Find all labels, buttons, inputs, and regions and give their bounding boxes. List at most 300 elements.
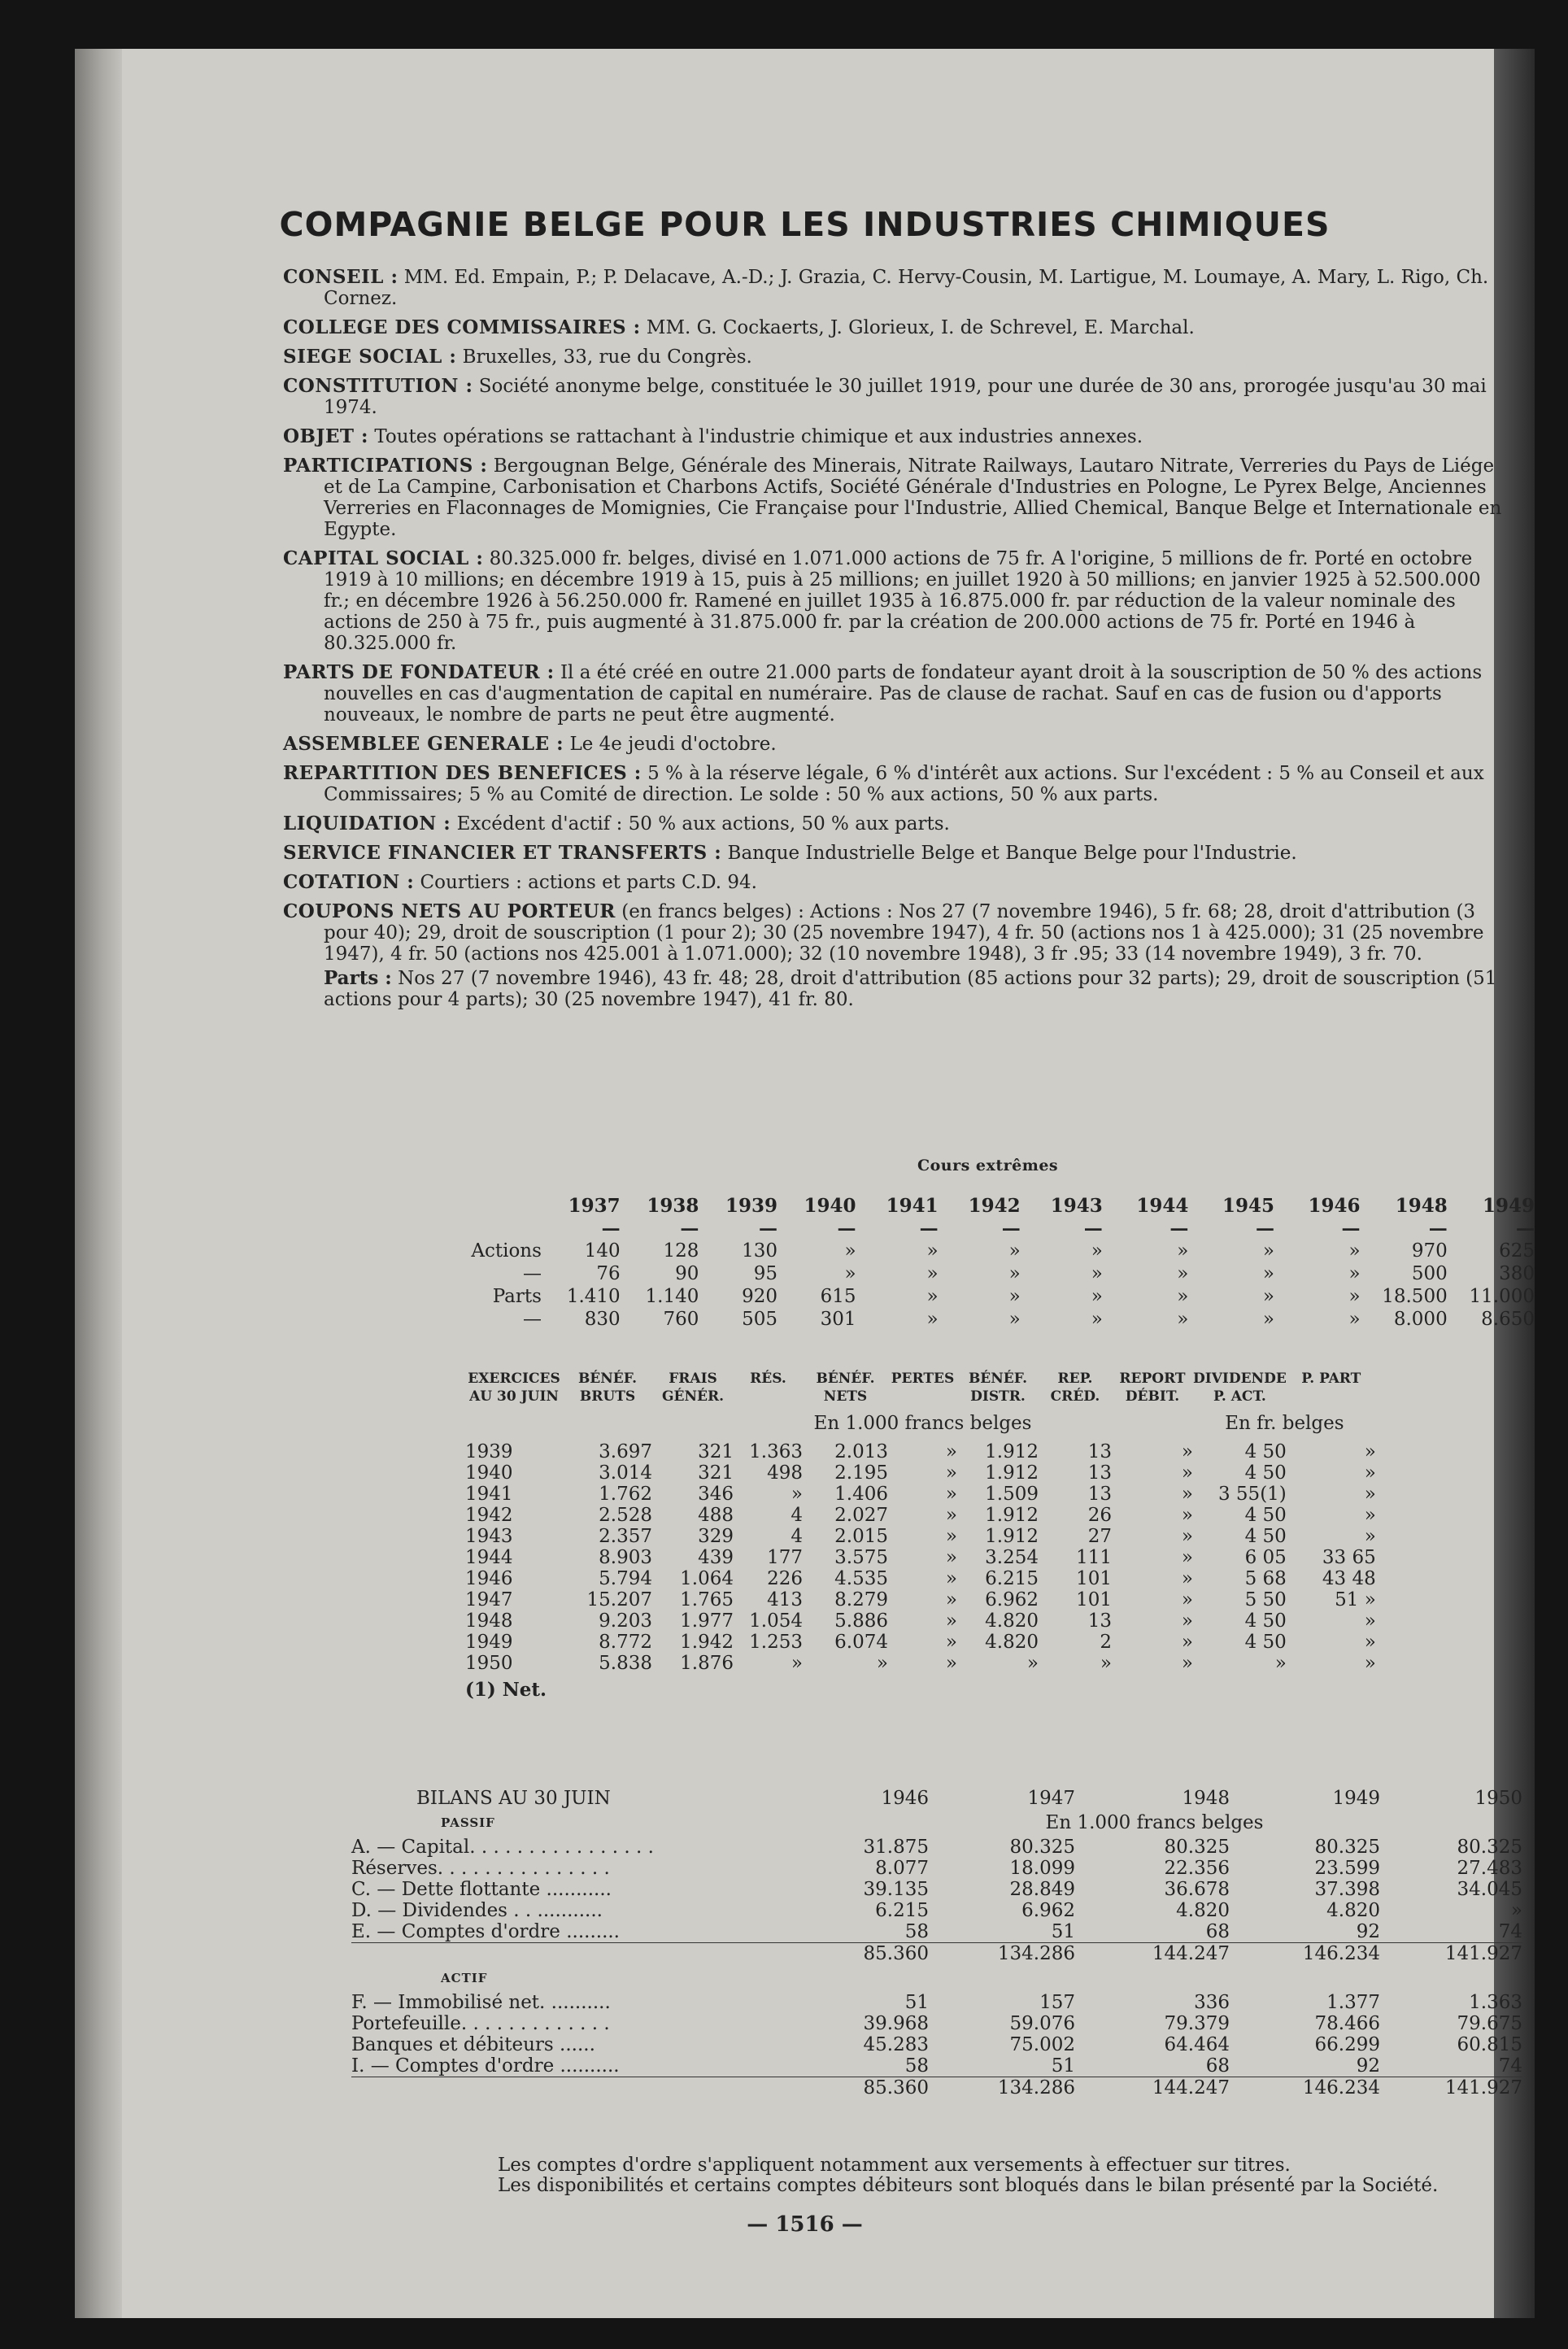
cours-year: 1945 bbox=[1222, 1194, 1274, 1217]
info-label: ASSEMBLEE GENERALE : bbox=[283, 733, 564, 755]
info-text: Toutes opérations se rattachant à l'industrie chimique et aux industries annexes. bbox=[374, 426, 1143, 447]
bilans-year: 1946 bbox=[881, 1788, 929, 1809]
cours-cell: » bbox=[1177, 1309, 1189, 1330]
bilans-year: 1950 bbox=[1474, 1788, 1522, 1809]
exercices-cell: 1.509 bbox=[985, 1484, 1039, 1505]
exercices-cell: 5.886 bbox=[834, 1610, 888, 1632]
actif-label: ACTIF bbox=[441, 1971, 488, 1985]
bilans-total-cell: 144.247 bbox=[1075, 1943, 1230, 1965]
exercices-cell: 3.575 bbox=[834, 1547, 888, 1568]
info-paragraph bbox=[283, 662, 1503, 726]
exercices-cell: 4 50 bbox=[1244, 1526, 1287, 1547]
bilans-cell: 31.875 bbox=[863, 1837, 929, 1858]
exercices-cell: » bbox=[1364, 1484, 1376, 1505]
bilans-year: 1949 bbox=[1332, 1788, 1380, 1809]
cours-cell: » bbox=[1091, 1240, 1103, 1262]
exercices-cell: 1947 bbox=[465, 1589, 513, 1610]
cours-year-rule: — bbox=[1255, 1217, 1274, 1240]
cours-cell: 95 bbox=[753, 1263, 777, 1284]
exercices-row bbox=[465, 1462, 1376, 1484]
cours-row bbox=[425, 1308, 1535, 1331]
exercices-cell: 1.912 bbox=[985, 1505, 1039, 1526]
exercices-cell: 9.203 bbox=[599, 1610, 652, 1632]
bilans-cell: 66.299 bbox=[1314, 2034, 1380, 2055]
bilans-row bbox=[351, 2055, 1522, 2077]
exercices-spacer bbox=[1112, 1405, 1193, 1441]
bilans-title: BILANS AU 30 JUIN bbox=[416, 1788, 611, 1809]
exercices-cell: » bbox=[945, 1526, 957, 1547]
exercices-cell: » bbox=[945, 1632, 957, 1653]
bilans-cell: 80.325 bbox=[1009, 1837, 1075, 1858]
cours-year-rule: — bbox=[1341, 1217, 1361, 1240]
cours-corner bbox=[425, 1194, 542, 1217]
info-text: Bruxelles, 33, rue du Congrès. bbox=[462, 346, 752, 368]
cours-cell: 8.650 bbox=[1481, 1309, 1535, 1330]
exercices-cell: 2.013 bbox=[834, 1441, 888, 1462]
exercices-cell: 13 bbox=[1087, 1610, 1112, 1632]
exercices-row bbox=[465, 1610, 1376, 1632]
exercices-cell: 1.977 bbox=[680, 1610, 734, 1632]
cours-cell: 500 bbox=[1411, 1263, 1448, 1284]
exercices-cell: 4.535 bbox=[834, 1568, 888, 1589]
cours-cell: 140 bbox=[584, 1240, 621, 1262]
bilans-row bbox=[351, 2013, 1522, 2034]
info-paragraph bbox=[283, 813, 1503, 835]
exercices-cell: » bbox=[876, 1653, 888, 1674]
exercices-cell: 8.279 bbox=[834, 1589, 888, 1610]
exercices-cell: » bbox=[945, 1568, 957, 1589]
cours-year: 1942 bbox=[968, 1194, 1021, 1217]
exercices-cell: » bbox=[945, 1589, 957, 1610]
exercices-cell: 4 bbox=[791, 1505, 803, 1526]
cours-cell: » bbox=[1177, 1240, 1189, 1262]
info-text: Le 4e jeudi d'octobre. bbox=[569, 734, 777, 755]
exercices-cell: » bbox=[945, 1547, 957, 1568]
bilans-row-label: Portefeuille. . . . . . . . . . . . . bbox=[351, 2013, 610, 2034]
cours-cell: » bbox=[1008, 1309, 1021, 1330]
cours-cell: 505 bbox=[742, 1309, 777, 1330]
bilans-total-label bbox=[351, 2077, 774, 2099]
page-number: — 1516 — bbox=[747, 2212, 863, 2237]
exercices-cell: 498 bbox=[767, 1462, 803, 1484]
exercices-cell: 3.254 bbox=[985, 1547, 1039, 1568]
info-paragraph bbox=[283, 376, 1503, 418]
bilans-cell: 64.464 bbox=[1164, 2034, 1230, 2055]
exercices-header: BÉNÉF. NETS bbox=[816, 1371, 875, 1405]
info-label: COUPONS NETS AU PORTEUR bbox=[283, 900, 616, 922]
exercices-cell: 177 bbox=[767, 1547, 803, 1568]
exercices-cell: » bbox=[1100, 1653, 1112, 1674]
bilans-cell: 22.356 bbox=[1164, 1858, 1230, 1879]
bilans-cell: 51 bbox=[1051, 1921, 1075, 1942]
bilans-spacer bbox=[774, 1809, 929, 1837]
parts-coupons bbox=[283, 968, 1503, 1010]
cours-cell: 970 bbox=[1411, 1240, 1448, 1262]
info-label: REPARTITION DES BENEFICES : bbox=[283, 762, 642, 784]
bilans-row-label: E. — Comptes d'ordre ......... bbox=[351, 1921, 620, 1942]
cours-cell: 18.500 bbox=[1382, 1286, 1448, 1307]
exercices-cell: 1.054 bbox=[749, 1610, 803, 1632]
exercices-cell: » bbox=[945, 1505, 957, 1526]
exercices-cell: 226 bbox=[767, 1568, 803, 1589]
bilans-year: 1948 bbox=[1182, 1788, 1230, 1809]
exercices-header: PERTES bbox=[891, 1371, 955, 1387]
bilans-row-label: Réserves. . . . . . . . . . . . . . . bbox=[351, 1858, 610, 1879]
bilans-total-cell: 146.234 bbox=[1230, 2077, 1380, 2099]
exercices-cell: 15.207 bbox=[586, 1589, 652, 1610]
exercices-cell: 1.942 bbox=[680, 1632, 734, 1653]
company-info bbox=[283, 267, 1503, 1018]
exercices-cell: » bbox=[1026, 1653, 1039, 1674]
info-label: SERVICE FINANCIER ET TRANSFERTS : bbox=[283, 842, 722, 864]
info-text: MM. G. Cockaerts, J. Glorieux, I. de Schrevel, E. Marchal. bbox=[646, 317, 1195, 338]
bilans-cell: 6.962 bbox=[1021, 1900, 1075, 1921]
exercices-cell: » bbox=[1181, 1441, 1193, 1462]
info-paragraph bbox=[283, 267, 1503, 309]
exercices-cell: 8.903 bbox=[599, 1547, 652, 1568]
exercices-cell: 6 05 bbox=[1244, 1547, 1287, 1568]
info-text: Il a été créé en outre 21.000 parts de fondateur ayant droit à la souscription de 50 % des actions nouvelles en cas d'augmentation de capital en numéraire. Pas de clause de rachat. Sauf en cas de fusion ou d'apports nouveaux, le nombre de parts ne peut être augmenté. bbox=[324, 662, 1483, 726]
cours-cell: 625 bbox=[1499, 1240, 1535, 1262]
info-label: LIQUIDATION : bbox=[283, 813, 451, 835]
cours-cell: » bbox=[1262, 1286, 1274, 1307]
exercices-row bbox=[465, 1653, 1376, 1674]
exercices-cell: » bbox=[1364, 1526, 1376, 1547]
cours-row bbox=[425, 1240, 1535, 1262]
info-paragraph bbox=[283, 843, 1503, 864]
exercices-cell: 4 50 bbox=[1244, 1632, 1287, 1653]
exercices-cell: 488 bbox=[698, 1505, 734, 1526]
bilans-cell: 58 bbox=[904, 2055, 929, 2077]
exercices-cell: » bbox=[1364, 1505, 1376, 1526]
exercices-cell: 1944 bbox=[465, 1547, 513, 1568]
cours-cell: » bbox=[1091, 1286, 1103, 1307]
exercices-cell: » bbox=[1364, 1610, 1376, 1632]
exercices-cell: 101 bbox=[1076, 1589, 1112, 1610]
info-paragraph bbox=[283, 548, 1503, 654]
bilans-cell: 37.398 bbox=[1314, 1879, 1380, 1900]
exercices-cell: 2 bbox=[1100, 1632, 1112, 1653]
cours-title: Cours extrêmes bbox=[917, 1157, 1059, 1174]
bilans-cell: 92 bbox=[1356, 1921, 1380, 1942]
bilans-unit: En 1.000 francs belges bbox=[1045, 1812, 1264, 1833]
cours-year: 1941 bbox=[886, 1194, 939, 1217]
exercices-cell: » bbox=[1181, 1484, 1193, 1505]
exercices-cell: 1942 bbox=[465, 1505, 513, 1526]
exercices-cell: 5.794 bbox=[599, 1568, 652, 1589]
exercices-cell: » bbox=[1181, 1632, 1193, 1653]
exercices-cell: 1943 bbox=[465, 1526, 513, 1547]
info-label: COLLEGE DES COMMISSAIRES : bbox=[283, 316, 641, 338]
info-text: Bergougnan Belge, Générale des Minerais, Nitrate Railways, Lautaro Nitrate, Verreries du Pays de Liége et de La Campine, Carbonisation et Charbons Actifs, Société Générale d'Industries en Pologne, Le Pyrex Belge, Anciennes Verreries en Flaconnages de Momignies, Cie Française pour l'Industrie, Allied Chemical, Banque Belge et Internationale en Egypte. bbox=[324, 455, 1502, 540]
exercices-cell: » bbox=[1364, 1632, 1376, 1653]
cours-cell: 830 bbox=[584, 1309, 621, 1330]
cours-cell: » bbox=[1348, 1263, 1361, 1284]
bilans-cell: 68 bbox=[1205, 1921, 1230, 1942]
exercices-cell: 2.015 bbox=[834, 1526, 888, 1547]
bilans-cell: 8.077 bbox=[875, 1858, 929, 1879]
cours-cell: 128 bbox=[663, 1240, 699, 1262]
book-spine bbox=[75, 49, 122, 2318]
exercices-row bbox=[465, 1441, 1376, 1462]
cours-cell: 920 bbox=[742, 1286, 777, 1307]
info-paragraph bbox=[283, 763, 1503, 805]
info-text: 5 % à la réserve légale, 6 % d'intérêt aux actions. Sur l'excédent : 5 % au Conseil et aux Commissaires; 5 % au Comité de direction. Le solde : 50 % aux actions, 50 % aux parts. bbox=[324, 763, 1484, 805]
exercices-note: (1) Net. bbox=[465, 1679, 547, 1701]
info-paragraph bbox=[283, 346, 1503, 368]
bilans-row-label: F. — Immobilisé net. .......... bbox=[351, 1992, 611, 2013]
cours-year-rule: — bbox=[1169, 1217, 1189, 1240]
exercices-cell: 413 bbox=[767, 1589, 803, 1610]
cours-year-rule: — bbox=[758, 1217, 777, 1240]
info-label: COTATION : bbox=[283, 871, 415, 893]
exercices-cell: » bbox=[1181, 1653, 1193, 1674]
info-paragraph bbox=[283, 455, 1503, 540]
bilans-cell: 39.968 bbox=[863, 2013, 929, 2034]
cours-row bbox=[425, 1262, 1535, 1285]
exercices-cell: 1.253 bbox=[749, 1632, 803, 1653]
exercices-cell: » bbox=[1181, 1589, 1193, 1610]
cours-cell: 615 bbox=[820, 1286, 856, 1307]
cours-row-label: Actions bbox=[471, 1240, 542, 1262]
bilans-grid bbox=[351, 1788, 1522, 2098]
bilans-cell: 28.849 bbox=[1009, 1879, 1075, 1900]
bilans-row bbox=[351, 1992, 1522, 2013]
exercices-grid bbox=[465, 1370, 1376, 1674]
bilans-cell: 68 bbox=[1205, 2055, 1230, 2077]
bilans-cell: 51 bbox=[904, 1992, 929, 2013]
cours-grid bbox=[425, 1194, 1535, 1331]
exercices-cell: » bbox=[1181, 1505, 1193, 1526]
exercices-cell: 33 65 bbox=[1322, 1547, 1376, 1568]
exercices-cell: » bbox=[1364, 1462, 1376, 1484]
exercices-cell: 1941 bbox=[465, 1484, 513, 1505]
exercices-cell: 321 bbox=[698, 1462, 734, 1484]
exercices-cell: 2.528 bbox=[599, 1505, 652, 1526]
bilans-year: 1947 bbox=[1027, 1788, 1075, 1809]
bilans-row bbox=[351, 1837, 1522, 1858]
parts-text: Nos 27 (7 novembre 1946), 43 fr. 48; 28, droit d'attribution (85 actions pour 32 parts); 29, droit de souscription (51 actions pour 4 parts); 30 (25 novembre 1947), 41 fr. 80. bbox=[324, 968, 1497, 1010]
info-paragraph bbox=[283, 734, 1503, 755]
exercices-cell: » bbox=[791, 1653, 803, 1674]
cours-year-rule: — bbox=[1516, 1217, 1535, 1240]
exercices-cell: » bbox=[945, 1653, 957, 1674]
bilans-cell: 92 bbox=[1356, 2055, 1380, 2077]
bilans-total-cell: 85.360 bbox=[774, 2077, 929, 2099]
exercices-cell: 1939 bbox=[465, 1441, 513, 1462]
bilans-total bbox=[351, 1943, 1522, 1965]
info-label: PARTS DE FONDATEUR : bbox=[283, 661, 555, 683]
bilans-cell: 80.325 bbox=[1164, 1837, 1230, 1858]
cours-row bbox=[425, 1285, 1535, 1308]
cours-year: 1939 bbox=[725, 1194, 777, 1217]
info-label: OBJET : bbox=[283, 425, 369, 447]
cours-year-rule: — bbox=[680, 1217, 699, 1240]
bilans-cell: 79.675 bbox=[1457, 2013, 1522, 2034]
bilans-cell: 18.099 bbox=[1009, 1858, 1075, 1879]
bilans-cell: 34.045 bbox=[1457, 1879, 1522, 1900]
exercices-cell: 5 68 bbox=[1244, 1568, 1287, 1589]
exercices-cell: 111 bbox=[1076, 1547, 1112, 1568]
cours-cell: » bbox=[1262, 1309, 1274, 1330]
exercices-cell: 43 48 bbox=[1322, 1568, 1376, 1589]
bilans-total bbox=[351, 2077, 1522, 2099]
bilans-table bbox=[351, 1788, 1522, 2098]
exercices-cell: 26 bbox=[1087, 1505, 1112, 1526]
bilans-cell: 59.076 bbox=[1009, 2013, 1075, 2034]
info-label: CONSTITUTION : bbox=[283, 375, 473, 397]
exercices-cell: 51 » bbox=[1335, 1589, 1376, 1610]
bilans-total-cell: 85.360 bbox=[774, 1943, 929, 1965]
cours-cell: » bbox=[1008, 1263, 1021, 1284]
info-text: Courtiers : actions et parts C.D. 94. bbox=[420, 872, 757, 893]
exercices-cell: 6.962 bbox=[985, 1589, 1039, 1610]
exercices-cell: » bbox=[791, 1484, 803, 1505]
exercices-cell: 1940 bbox=[465, 1462, 513, 1484]
exercices-cell: 27 bbox=[1087, 1526, 1112, 1547]
bilans-cell: 80.325 bbox=[1314, 1837, 1380, 1858]
info-label: PARTICIPATIONS : bbox=[283, 455, 488, 477]
exercices-cell: 1.912 bbox=[985, 1441, 1039, 1462]
page-title: COMPAGNIE BELGE POUR LES INDUSTRIES CHIMIQUES bbox=[279, 205, 1331, 244]
cours-cell: 1.410 bbox=[566, 1286, 621, 1307]
info-paragraph bbox=[283, 317, 1503, 338]
bilans-cell: 74 bbox=[1498, 2055, 1522, 2077]
cours-cell: » bbox=[926, 1240, 939, 1262]
bilans-row-label: I. — Comptes d'ordre .......... bbox=[351, 2055, 620, 2077]
bilans-cell: 51 bbox=[1051, 2055, 1075, 2077]
exercices-cell: 4.820 bbox=[985, 1632, 1039, 1653]
unit-fr: En fr. belges bbox=[1225, 1413, 1344, 1434]
info-text: MM. Ed. Empain, P.; P. Delacave, A.-D.; J. Grazia, C. Hervy-Cousin, M. Lartigue, M. Loumaye, A. Mary, L. Rigo, Ch. Cornez. bbox=[324, 267, 1489, 309]
cours-cell: » bbox=[1177, 1286, 1189, 1307]
bilans-cell: 75.002 bbox=[1009, 2034, 1075, 2055]
cours-year-rule: — bbox=[1428, 1217, 1448, 1240]
cours-year-rule: — bbox=[1083, 1217, 1103, 1240]
exercices-cell: 4 50 bbox=[1244, 1610, 1287, 1632]
bilans-cell: 336 bbox=[1194, 1992, 1230, 2013]
exercices-cell: 1.912 bbox=[985, 1462, 1039, 1484]
cours-cell: » bbox=[926, 1263, 939, 1284]
exercices-header: P. PART bbox=[1301, 1371, 1361, 1387]
bilans-cell: 1.377 bbox=[1326, 1992, 1380, 2013]
exercices-cell: » bbox=[1181, 1462, 1193, 1484]
cours-cell: 8.000 bbox=[1393, 1309, 1448, 1330]
exercices-cell: 321 bbox=[698, 1441, 734, 1462]
bilans-total-cell: 134.286 bbox=[929, 1943, 1075, 1965]
cours-cell: » bbox=[1348, 1240, 1361, 1262]
bilans-cell: 1.363 bbox=[1469, 1992, 1522, 2013]
exercices-header: REPORT DÉBIT. bbox=[1119, 1371, 1186, 1405]
exercices-cell: » bbox=[1181, 1610, 1193, 1632]
exercices-cell: 1948 bbox=[465, 1610, 513, 1632]
cours-row-label: — bbox=[522, 1263, 542, 1284]
info-text: Excédent d'actif : 50 % aux actions, 50 % aux parts. bbox=[456, 813, 950, 835]
cours-year: 1943 bbox=[1050, 1194, 1103, 1217]
exercices-cell: 1.406 bbox=[834, 1484, 888, 1505]
exercices-cell: 6.215 bbox=[985, 1568, 1039, 1589]
cours-year: 1949 bbox=[1482, 1194, 1535, 1217]
exercices-cell: 2.357 bbox=[599, 1526, 652, 1547]
book-page bbox=[75, 49, 1535, 2318]
exercices-header: BÉNÉF. DISTR. bbox=[968, 1371, 1028, 1405]
exercices-cell: 4 50 bbox=[1244, 1462, 1287, 1484]
exercices-cell: » bbox=[1181, 1568, 1193, 1589]
info-text: Société anonyme belge, constituée le 30 juillet 1919, pour une durée de 30 ans, prorogée jusqu'au 30 mai 1974. bbox=[324, 376, 1487, 418]
exercices-cell: » bbox=[945, 1484, 957, 1505]
cours-cell: 90 bbox=[675, 1263, 699, 1284]
cours-year-rule: — bbox=[1001, 1217, 1021, 1240]
exercices-cell: » bbox=[945, 1441, 957, 1462]
exercices-row bbox=[465, 1505, 1376, 1526]
exercices-cell: » bbox=[1181, 1547, 1193, 1568]
exercices-cell: 2.027 bbox=[834, 1505, 888, 1526]
exercices-cell: » bbox=[945, 1610, 957, 1632]
exercices-cell: 13 bbox=[1087, 1484, 1112, 1505]
bilans-cell: 79.379 bbox=[1164, 2013, 1230, 2034]
exercices-cell: 8.772 bbox=[599, 1632, 652, 1653]
exercices-cell: 1.064 bbox=[680, 1568, 734, 1589]
cours-cell: » bbox=[926, 1286, 939, 1307]
cours-cell: 380 bbox=[1499, 1263, 1535, 1284]
exercices-cell: 5 50 bbox=[1244, 1589, 1287, 1610]
bilans-row-label: A. — Capital. . . . . . . . . . . . . . . . bbox=[351, 1837, 654, 1858]
exercices-row bbox=[465, 1526, 1376, 1547]
info-text: Banque Industrielle Belge et Banque Belge pour l'Industrie. bbox=[727, 843, 1297, 864]
cours-cell: 301 bbox=[820, 1309, 856, 1330]
bilans-row bbox=[351, 1921, 1522, 1943]
bilans-cell: 74 bbox=[1498, 1921, 1522, 1942]
bilans-row-label: Banques et débiteurs ...... bbox=[351, 2034, 595, 2055]
exercices-cell: 101 bbox=[1076, 1568, 1112, 1589]
cours-cell: 760 bbox=[663, 1309, 699, 1330]
cours-cell: » bbox=[844, 1240, 856, 1262]
bilans-total-cell: 141.927 bbox=[1380, 1943, 1522, 1965]
cours-cell: 11.000 bbox=[1469, 1286, 1535, 1307]
bilans-row bbox=[351, 1900, 1522, 1921]
info-text: (en francs belges) : Actions : Nos 27 (7 novembre 1946), 5 fr. 68; 28, droit d'attribution (3 pour 40); 29, droit de souscription (1 pour 2); 30 (25 novembre 1947), 4 fr. 50 (actions nos 1 à 425.000); 31 (25 novembre 1947), 4 fr. 50 (actions nos 425.001 à 1.071.000); 32 (10 novembre 1948), 3 fr .95; 33 (14 novembre 1949), 3 fr. 70. bbox=[324, 901, 1484, 965]
info-paragraph bbox=[283, 872, 1503, 893]
cours-year: 1948 bbox=[1395, 1194, 1448, 1217]
exercices-cell: 6.074 bbox=[834, 1632, 888, 1653]
exercices-cell: 1.363 bbox=[749, 1441, 803, 1462]
exercices-cell: 13 bbox=[1087, 1441, 1112, 1462]
cours-year-rule: — bbox=[919, 1217, 939, 1240]
info-text: 80.325.000 fr. belges, divisé en 1.071.000 actions de 75 fr. A l'origine, 5 millions de fr. Porté en octobre 1919 à 10 millions; en décembre 1919 à 15, puis à 25 millions; en juillet 1920 à 50 millions; en janvier 1925 à 52.500.000 fr.; en décembre 1926 à 56.250.000 fr. Ramené en juillet 1935 à 16.875.000 fr. par réduction de la valeur nominale des actions de 250 à 75 fr., puis augmenté à 31.875.000 fr. par la création de 200.000 actions de 75 fr. Porté en 1946 à 80.325.000 fr. bbox=[324, 548, 1481, 654]
bilans-cell: » bbox=[1510, 1900, 1522, 1921]
exercices-cell: » bbox=[945, 1462, 957, 1484]
exercices-cell: 1.765 bbox=[680, 1589, 734, 1610]
info-label: CONSEIL : bbox=[283, 266, 399, 288]
exercices-cell: 4 50 bbox=[1244, 1505, 1287, 1526]
footnote-line: Les disponibilités et certains comptes débiteurs sont bloqués dans le bilan présenté par la Société. bbox=[498, 2175, 1439, 2196]
cours-row-label: Parts bbox=[492, 1286, 542, 1307]
info-label: CAPITAL SOCIAL : bbox=[283, 547, 484, 569]
exercices-header: RÉS. bbox=[750, 1371, 786, 1387]
cours-year: 1944 bbox=[1136, 1194, 1189, 1217]
footnote bbox=[498, 2155, 1474, 2196]
exercices-cell: 2.195 bbox=[834, 1462, 888, 1484]
cours-cell: » bbox=[926, 1309, 939, 1330]
bilans-row bbox=[351, 2034, 1522, 2055]
cours-cell: » bbox=[1008, 1286, 1021, 1307]
info-paragraph bbox=[283, 901, 1503, 965]
bilans-cell: 78.466 bbox=[1314, 2013, 1380, 2034]
exercices-cell: 1.762 bbox=[599, 1484, 652, 1505]
cours-cell: » bbox=[1008, 1240, 1021, 1262]
bilans-cell: 36.678 bbox=[1164, 1879, 1230, 1900]
bilans-cell: 4.820 bbox=[1176, 1900, 1230, 1921]
